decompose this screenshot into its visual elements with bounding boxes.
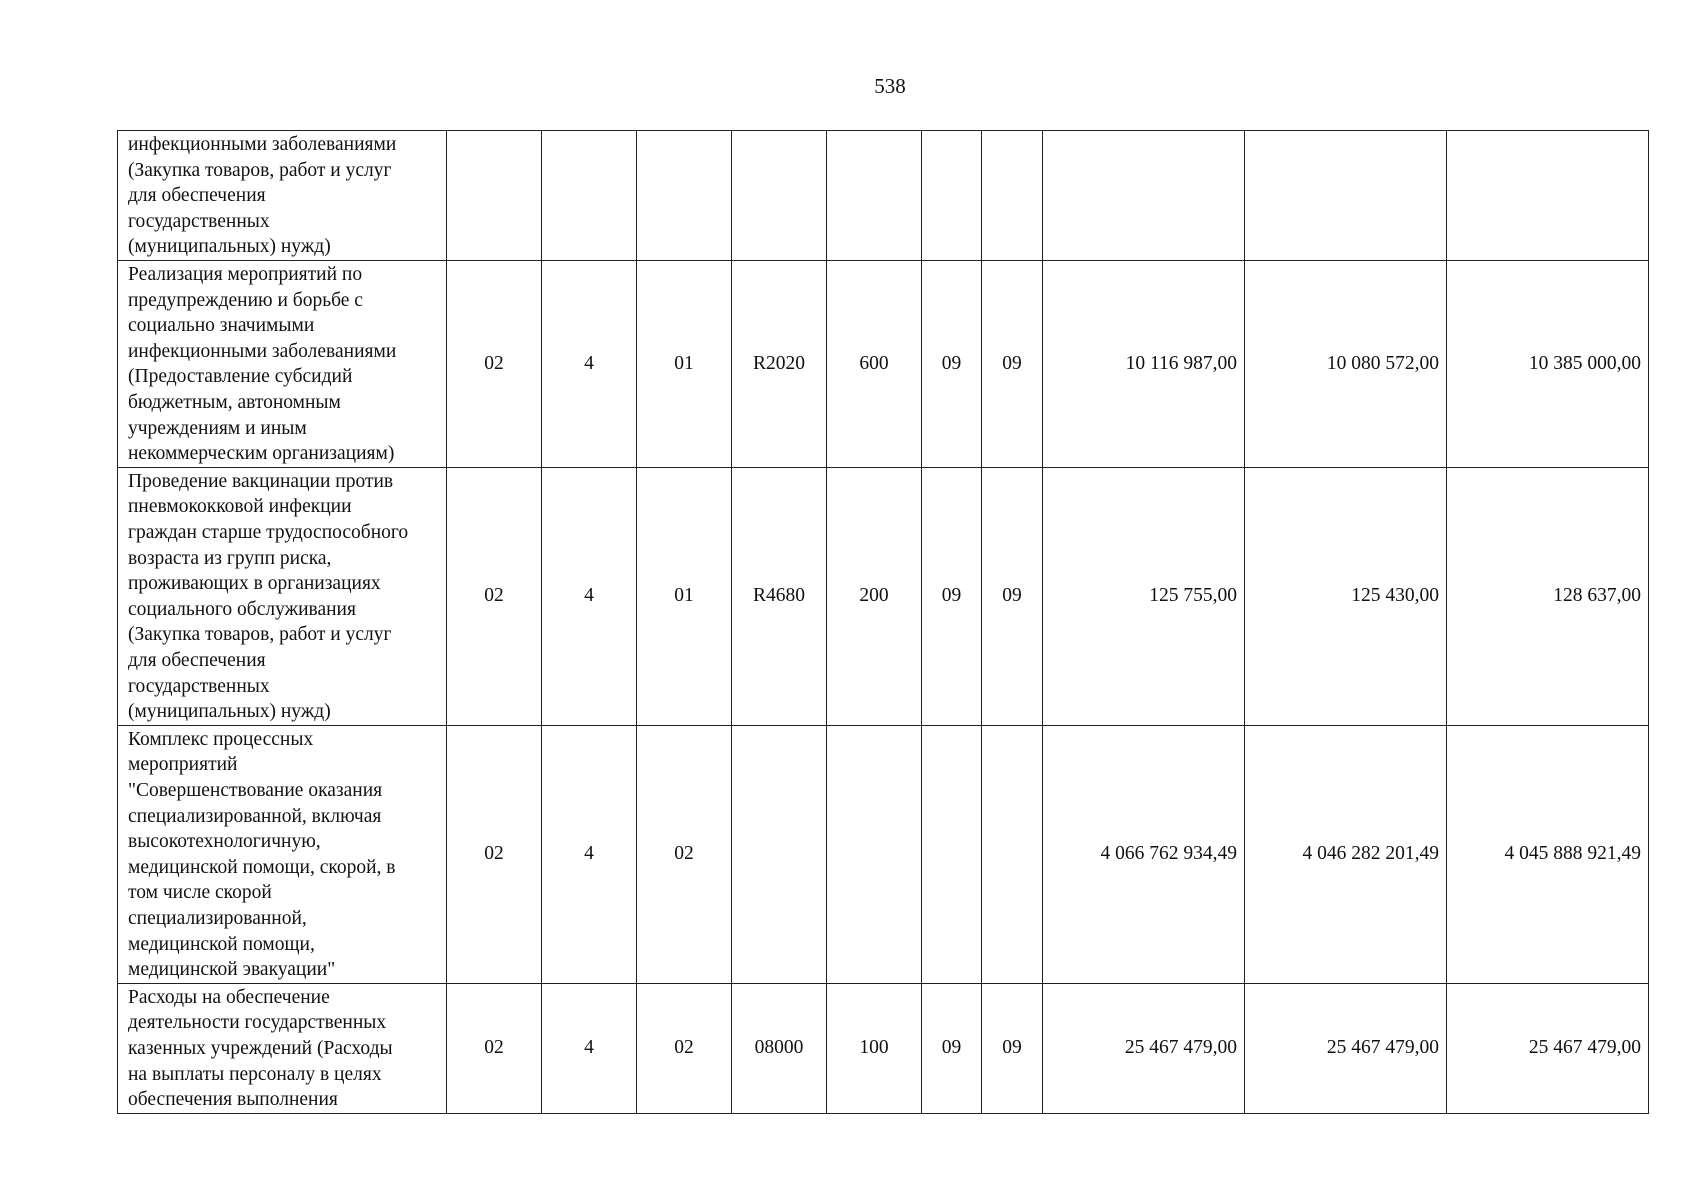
amount-year-1: 10 116 987,00 [1043, 261, 1245, 468]
description-line: специализированной, [128, 907, 307, 929]
row-description [118, 983, 447, 1113]
subsection-code [982, 725, 1043, 983]
amount-year-3: 25 467 479,00 [1447, 983, 1649, 1113]
row-description [118, 467, 447, 725]
event-code [637, 131, 732, 261]
expense-type-code: 100 [827, 983, 922, 1113]
subsection-code: 09 [982, 261, 1043, 468]
section-code [922, 131, 982, 261]
subprogram-code: 4 [542, 983, 637, 1113]
description-line: "Совершенствование оказания [128, 779, 383, 801]
event-code: 01 [637, 467, 732, 725]
event-code: 02 [637, 983, 732, 1113]
page-number: 538 [874, 74, 906, 98]
table-row [118, 131, 1649, 261]
description-line: инфекционными заболеваниями [128, 134, 397, 155]
description-line: Реализация мероприятий по [128, 264, 363, 285]
direction-code: 08000 [732, 983, 827, 1113]
description-line: социального обслуживания [128, 598, 356, 620]
description-line: возраста из групп риска, [128, 547, 332, 569]
description-line: Расходы на обеспечение [128, 986, 330, 1008]
section-code [922, 725, 982, 983]
description-line: бюджетным, автономным [128, 391, 341, 413]
description-line: Проведение вакцинации против [128, 470, 394, 492]
description-line: медицинской помощи, скорой, в [128, 856, 396, 878]
description-line: высокотехнологичную, [128, 831, 321, 853]
program-code: 02 [447, 725, 542, 983]
expense-type-code: 200 [827, 467, 922, 725]
description-line: некоммерческим организациям) [128, 443, 395, 465]
amount-year-3: 128 637,00 [1447, 467, 1649, 725]
amount-year-1: 25 467 479,00 [1043, 983, 1245, 1113]
description-line: медицинской помощи, [128, 933, 315, 955]
description-line: на выплаты персоналу в целях [128, 1063, 382, 1085]
description-line: обеспечения выполнения [128, 1089, 338, 1111]
direction-code [732, 131, 827, 261]
description-line: (муниципальных) нужд) [128, 701, 331, 723]
description-line: (Закупка товаров, работ и услуг [128, 159, 392, 181]
description-line: мероприятий [128, 754, 238, 776]
program-code: 02 [447, 983, 542, 1113]
row-description [118, 261, 447, 468]
description-line: специализированной, включая [128, 805, 382, 827]
direction-code: R4680 [732, 467, 827, 725]
description-line: казенных учреждений (Расходы [128, 1037, 393, 1059]
subprogram-code: 4 [542, 725, 637, 983]
program-code: 02 [447, 467, 542, 725]
description-line: медицинской эвакуации" [128, 959, 336, 981]
table-row [118, 261, 1649, 468]
subsection-code: 09 [982, 467, 1043, 725]
description-line: (Закупка товаров, работ и услуг [128, 624, 392, 646]
description-line: инфекционными заболеваниями [128, 340, 397, 362]
table-body [118, 131, 1649, 1114]
amount-year-1: 4 066 762 934,49 [1043, 725, 1245, 983]
description-line: том числе скорой [128, 882, 272, 904]
subprogram-code [542, 131, 637, 261]
section-code: 09 [922, 261, 982, 468]
row-description [118, 131, 447, 261]
direction-code: R2020 [732, 261, 827, 468]
expense-type-code [827, 131, 922, 261]
event-code: 02 [637, 725, 732, 983]
subsection-code: 09 [982, 983, 1043, 1113]
section-code: 09 [922, 983, 982, 1113]
amount-year-3: 4 045 888 921,49 [1447, 725, 1649, 983]
amount-year-1 [1043, 131, 1245, 261]
amount-year-2: 10 080 572,00 [1245, 261, 1447, 468]
description-line: (муниципальных) нужд) [128, 236, 331, 258]
table-row [118, 725, 1649, 983]
amount-year-2: 125 430,00 [1245, 467, 1447, 725]
description-line: государственных [128, 210, 270, 232]
subprogram-code: 4 [542, 261, 637, 468]
row-description [118, 725, 447, 983]
description-line: проживающих в организациях [128, 573, 381, 595]
description-line: Комплекс процессных [128, 728, 314, 750]
section-code: 09 [922, 467, 982, 725]
amount-year-3: 10 385 000,00 [1447, 261, 1649, 468]
subsection-code [982, 131, 1043, 261]
description-line: для обеспечения [128, 185, 266, 207]
direction-code [732, 725, 827, 983]
amount-year-1: 125 755,00 [1043, 467, 1245, 725]
description-line: граждан старше трудоспособного [128, 521, 409, 543]
description-line: учреждениям и иным [128, 417, 307, 439]
amount-year-3 [1447, 131, 1649, 261]
description-line: деятельности государственных [128, 1012, 387, 1034]
amount-year-2 [1245, 131, 1447, 261]
program-code: 02 [447, 261, 542, 468]
amount-year-2: 25 467 479,00 [1245, 983, 1447, 1113]
description-line: для обеспечения [128, 649, 266, 671]
description-line: предупреждению и борьбе с [128, 289, 363, 311]
description-line: пневмококковой инфекции [128, 496, 352, 518]
description-line: государственных [128, 675, 270, 697]
expense-type-code [827, 725, 922, 983]
description-line: (Предоставление субсидий [128, 366, 353, 388]
event-code: 01 [637, 261, 732, 468]
budget-table [117, 130, 1649, 1114]
table-row [118, 467, 1649, 725]
description-line: социально значимыми [128, 315, 315, 337]
subprogram-code: 4 [542, 467, 637, 725]
expense-type-code: 600 [827, 261, 922, 468]
amount-year-2: 4 046 282 201,49 [1245, 725, 1447, 983]
table-row [118, 983, 1649, 1113]
program-code [447, 131, 542, 261]
